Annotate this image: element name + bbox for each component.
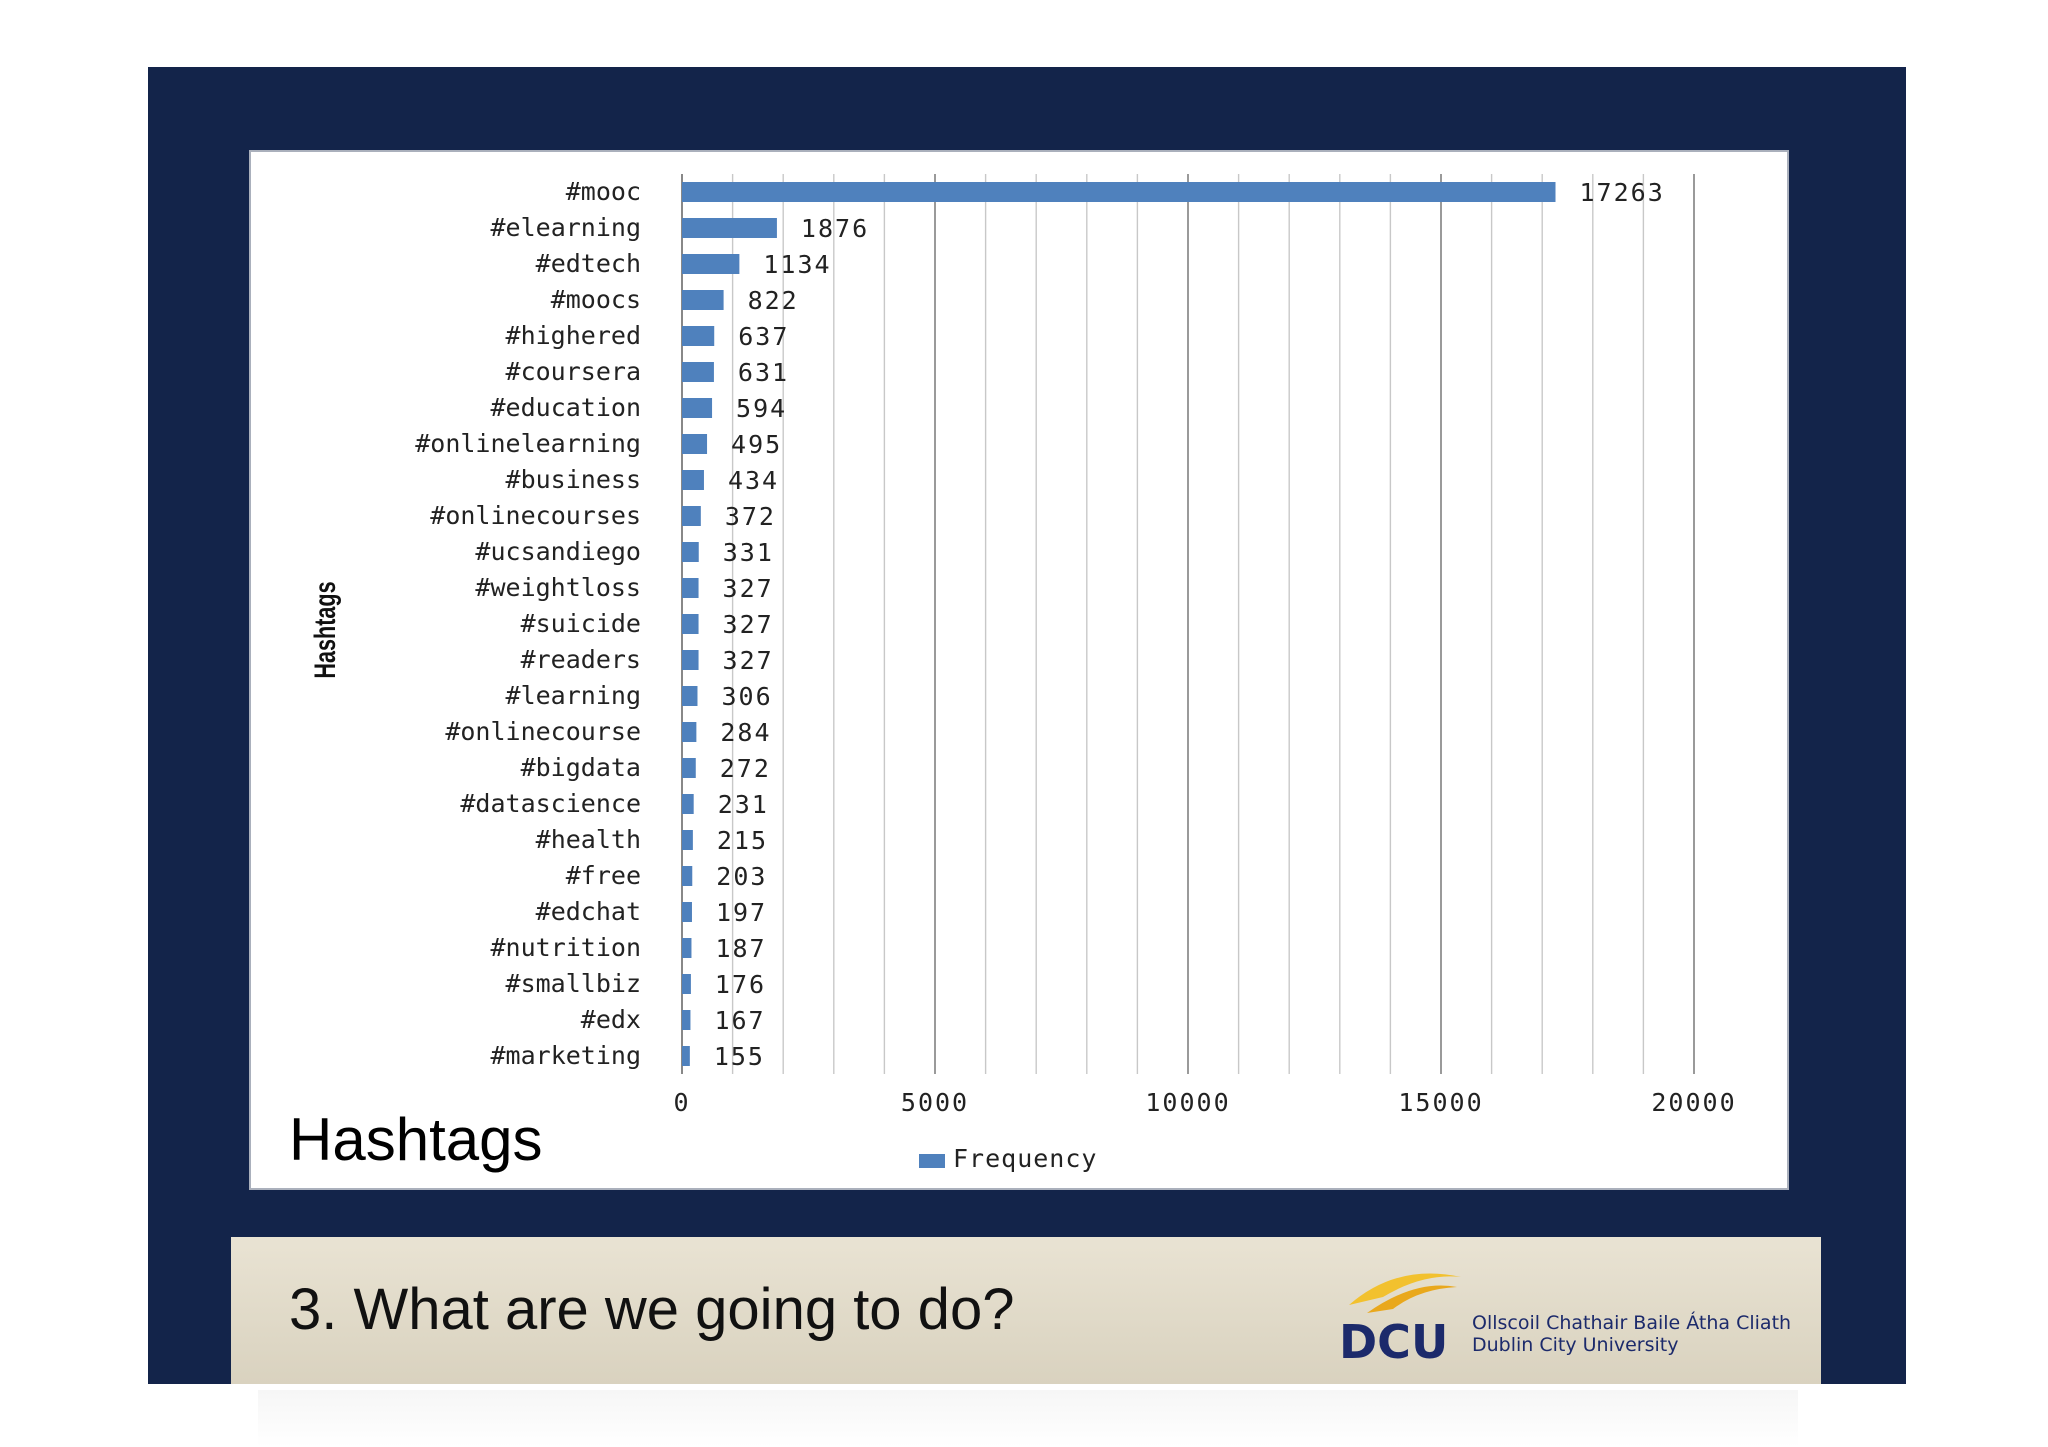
bar-chart <box>251 152 1791 1192</box>
data-label: 17263 <box>1579 178 1665 207</box>
category-label: #onlinecourse <box>445 717 641 746</box>
bar <box>682 1046 690 1066</box>
category-label: #edchat <box>535 897 641 926</box>
bar <box>682 326 714 346</box>
bottom-fade <box>258 1390 1798 1447</box>
bar <box>682 830 693 850</box>
x-tick-label: 5000 <box>900 1088 970 1117</box>
dcu-logo-mark <box>1327 1257 1467 1367</box>
data-label: 495 <box>731 430 783 459</box>
category-label: #onlinecourses <box>430 501 641 530</box>
category-label: #onlinelearning <box>415 429 641 458</box>
data-label: 1134 <box>763 250 832 279</box>
bar <box>682 542 699 562</box>
bar <box>682 650 699 670</box>
bar <box>682 974 691 994</box>
x-tick-label: 15000 <box>1398 1088 1484 1117</box>
data-label: 187 <box>715 934 767 963</box>
data-label: 434 <box>727 466 780 495</box>
category-label: #datascience <box>460 789 641 818</box>
category-label: #ucsandiego <box>475 537 641 566</box>
data-label: 327 <box>722 646 774 675</box>
category-label: #health <box>535 825 641 854</box>
category-label: #nutrition <box>490 933 641 962</box>
data-label: 203 <box>716 862 768 891</box>
category-label: #mooc <box>565 177 641 206</box>
data-label: 155 <box>713 1042 765 1071</box>
bar <box>682 470 704 490</box>
legend-label: Frequency <box>953 1144 1098 1173</box>
bar <box>682 686 697 706</box>
logo-acronym: DCU <box>1339 1315 1449 1367</box>
bar <box>682 578 699 598</box>
data-label: 331 <box>722 538 774 567</box>
bar <box>682 290 724 310</box>
bar <box>682 1010 690 1030</box>
data-label: 284 <box>720 718 772 747</box>
data-label: 231 <box>717 790 769 819</box>
bar <box>682 506 701 526</box>
slide-title: 3. What are we going to do? <box>289 1277 1015 1342</box>
x-tick-label: 20000 <box>1651 1088 1737 1117</box>
category-label: #highered <box>505 321 641 350</box>
x-tick-label: 0 <box>673 1088 691 1117</box>
data-label: 272 <box>719 754 771 783</box>
bar <box>682 722 696 742</box>
data-label: 167 <box>714 1006 766 1035</box>
data-label: 822 <box>747 286 799 315</box>
category-label: #coursera <box>505 357 641 386</box>
bar <box>682 254 739 274</box>
logo-line-irish: Ollscoil Chathair Baile Átha Cliath <box>1472 1312 1792 1334</box>
category-label: #learning <box>505 681 641 710</box>
bar <box>682 218 777 238</box>
logo-text <box>1472 1312 1791 1356</box>
category-label: #suicide <box>520 609 641 638</box>
category-label: #edx <box>580 1005 641 1034</box>
data-label: 372 <box>724 502 776 531</box>
logo-line-english: Dublin City University <box>1472 1334 1679 1356</box>
category-label: #education <box>490 393 641 422</box>
bar <box>682 434 707 454</box>
bar <box>682 902 692 922</box>
data-label: 637 <box>738 322 790 351</box>
bar <box>682 398 712 418</box>
category-label: #weightloss <box>475 573 641 602</box>
y-axis-title: Hashtags <box>307 581 342 679</box>
bar <box>682 758 696 778</box>
bar <box>682 866 692 886</box>
bar <box>682 794 694 814</box>
category-label: #business <box>505 465 641 494</box>
chart-panel <box>249 150 1789 1190</box>
legend-swatch <box>919 1154 945 1168</box>
dcu-logo <box>1327 1257 1797 1367</box>
data-label: 176 <box>714 970 767 999</box>
data-label: 631 <box>737 358 790 387</box>
category-label: #elearning <box>490 213 641 242</box>
bar <box>682 938 691 958</box>
data-label: 327 <box>722 574 774 603</box>
category-label: #smallbiz <box>505 969 641 998</box>
panel-title: Hashtags <box>289 1106 543 1173</box>
bar <box>682 362 714 382</box>
data-label: 306 <box>721 682 773 711</box>
category-label: #marketing <box>490 1041 641 1070</box>
data-label: 1876 <box>800 214 870 243</box>
bar <box>682 614 699 634</box>
footer-bar <box>231 1237 1821 1384</box>
data-label: 197 <box>715 898 768 927</box>
category-label: #readers <box>520 645 641 674</box>
category-label: #free <box>565 861 641 890</box>
bar <box>682 182 1556 202</box>
data-label: 215 <box>716 826 769 855</box>
data-label: 594 <box>736 394 788 423</box>
category-label: #moocs <box>550 285 641 314</box>
data-label: 327 <box>722 610 774 639</box>
category-label: #bigdata <box>520 753 641 782</box>
x-tick-label: 10000 <box>1145 1088 1231 1117</box>
category-label: #edtech <box>535 249 641 278</box>
